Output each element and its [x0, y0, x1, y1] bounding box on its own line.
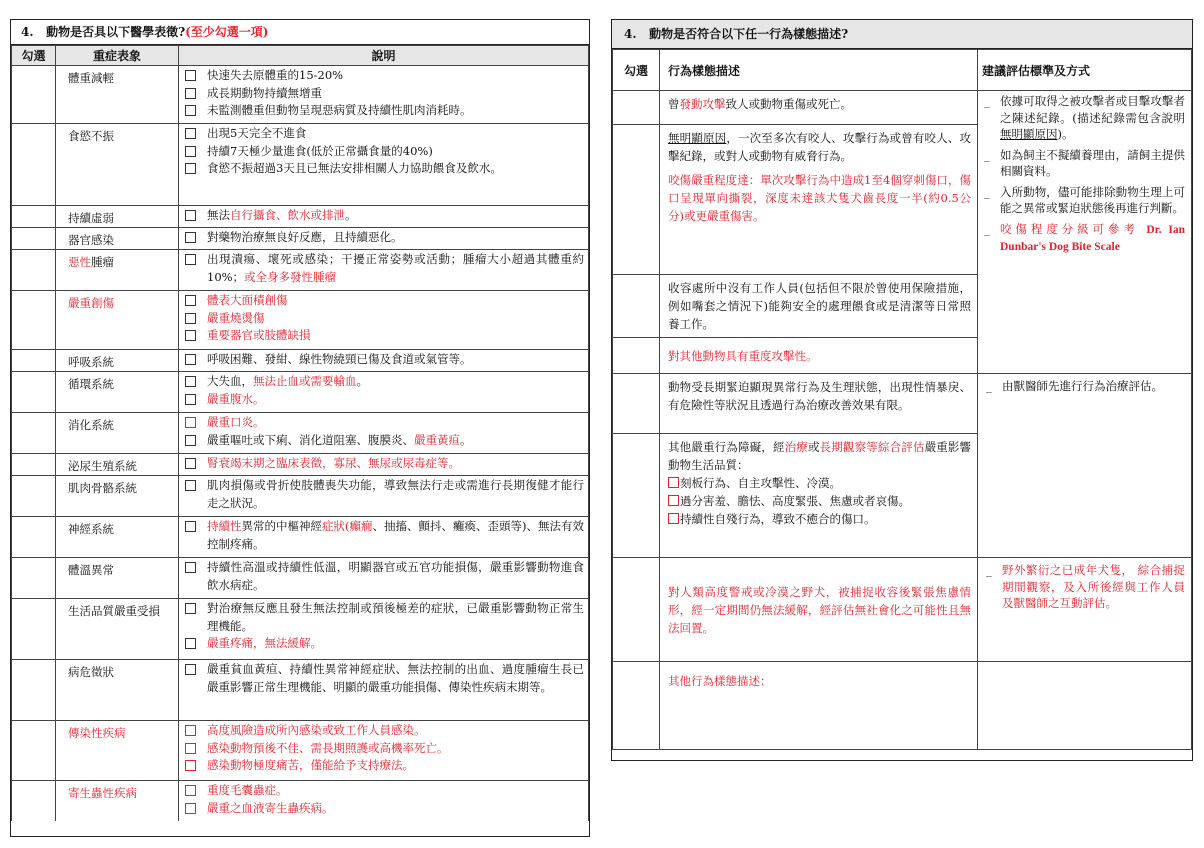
criteria-item: _ 野外繁衍之已成年犬隻， 綜合捕捉期間觀察，及入所後經與工作人員及獸醫師之互動評估。: [986, 563, 1185, 610]
table-row: [12, 413, 589, 454]
criteria-item: _ 咬傷程度分級可參考 Dr. Ian Dunbar's Dog Bite Scale: [984, 221, 1186, 253]
list-item: 重要器官或肢體缺損: [183, 327, 584, 345]
symptom-cell: 持續虛弱: [56, 206, 179, 228]
list-item: 嚴重疼痛，無法緩解。: [183, 635, 584, 653]
check-cell: [12, 476, 56, 517]
list-item: 出現5天完全不進食: [183, 125, 584, 143]
checkbox[interactable]: [185, 458, 196, 469]
description-cell: [179, 517, 589, 558]
checkbox[interactable]: [185, 725, 196, 736]
description-cell: [179, 413, 589, 454]
behavior-cell: 對人類高度警戒或冷漠之野犬，被捕捉收容後緊張焦慮情形，經一定期間仍無法緩解，經評估無社會化之可能性且無法回置。: [660, 558, 978, 662]
checkbox[interactable]: [185, 760, 196, 771]
check-cell: [12, 721, 56, 781]
behavior-grid: [612, 49, 1192, 750]
criteria-item: _ 由獸醫師先進行行為治療評估。: [986, 379, 1163, 393]
list-item: 肌肉損傷或骨折使肢體喪失功能，導致無法行走或需進行長期復健才能行走之狀況。: [183, 477, 584, 512]
check-cell: [12, 250, 56, 291]
check-cell: [12, 372, 56, 413]
description-cell: [179, 476, 589, 517]
symptom-cell: 泌尿生殖系統: [56, 454, 179, 476]
behavior-cell: 收容處所中沒有工作人員(包括但不限於曾使用保險措施，例如嘴套之情況下)能夠安全的處理餵食或是清潔等日常照養工作。: [660, 275, 978, 338]
checkbox[interactable]: [185, 88, 196, 99]
symptom-cell: 惡性腫瘤: [56, 250, 179, 291]
check-cell: [12, 454, 56, 476]
checkbox[interactable]: [185, 376, 196, 387]
table-row: [12, 721, 589, 781]
list-item: 持續7天極少量進食(低於正常攝食量的40%): [183, 143, 584, 161]
description-cell: [179, 454, 589, 476]
list-item: 重度毛囊蟲症。: [183, 782, 584, 800]
list-item: 嚴重嘔吐或下痢、消化道阻塞、腹膜炎、嚴重黃疸。: [183, 432, 584, 450]
criteria-item: _ 入所動物，儘可能排除動物生理上可能之異常或緊迫狀態後再進行判斷。: [984, 184, 1185, 215]
symptom-cell: 病危徵狀: [56, 660, 179, 721]
symptom-cell: 生活品質嚴重受損: [56, 599, 179, 660]
checkbox[interactable]: [185, 480, 196, 491]
symptom-cell: 體溫異常: [56, 558, 179, 599]
title-note: (至少勾選一項): [185, 25, 269, 39]
symptom-cell: 神經系統: [56, 517, 179, 558]
check-cell: [12, 558, 56, 599]
description-cell: [179, 781, 589, 821]
table-row: [12, 517, 589, 558]
list-item: 持續性異常的中樞神經症狀(癲癇、抽搐、顫抖、癱瘓、歪頭等)、無法有效控制疼痛。: [183, 518, 584, 553]
check-cell: [12, 517, 56, 558]
check-cell[interactable]: [613, 662, 660, 750]
behavior-cell: 動物受長期緊迫顯現異常行為及生理狀態，出現性情暴戾、有危險性等狀況且透過行為治療改善效果有限。: [660, 374, 978, 434]
checkbox[interactable]: [185, 803, 196, 814]
checkbox[interactable]: [185, 521, 196, 532]
table-row: [12, 206, 589, 228]
description-cell: [179, 291, 589, 350]
description-cell: [179, 599, 589, 660]
description-cell: [179, 250, 589, 291]
table-row: [12, 599, 589, 660]
symptom-cell: 寄生蟲性疾病: [56, 781, 179, 821]
table-row: [613, 558, 1192, 662]
header-check: 勾選: [613, 50, 660, 91]
checkbox[interactable]: [185, 354, 196, 365]
checkbox[interactable]: [185, 394, 196, 405]
description-cell: [179, 66, 589, 124]
checkbox[interactable]: [185, 435, 196, 446]
table-row: [12, 372, 589, 413]
behavior-cell: 其他嚴重行為障礙，經治療或長期觀察等綜合評估嚴重影響動物生活品質： 刻板行為、自主攻擊性、冷漠。 過分害羞、膽怯、高度緊張、焦慮或者哀傷。 持續性自殘行為，導致不癒合的傷口。: [660, 434, 978, 558]
header-symptom: 重症表象: [56, 46, 179, 66]
checkbox[interactable]: [185, 417, 196, 428]
criteria-cell: [978, 558, 1192, 662]
checkbox[interactable]: [668, 477, 679, 488]
symptom-cell: 呼吸系統: [56, 350, 179, 372]
list-item: 持續性自殘行為，導致不癒合的傷口。: [668, 510, 971, 528]
behavior-cell: 無明顯原因，一次至多次有咬人、攻擊行為或曾有咬人、攻擊紀錄，或對人或動物有威脅行為。 咬傷嚴重程度達：單次攻擊行為中造成1至4個穿刺傷口，傷口呈現單向撕裂，深度未達該犬隻犬齒長度一半(約0.5公分)或更嚴重傷害。: [660, 125, 978, 275]
checkbox[interactable]: [185, 313, 196, 324]
table-row: [12, 66, 589, 124]
criteria-item: _ 如為飼主不擬續養理由，請飼主提供相關資料。: [984, 147, 1185, 178]
description-cell: [179, 660, 589, 721]
check-cell[interactable]: [613, 558, 660, 662]
checkbox[interactable]: [185, 254, 196, 265]
check-cell[interactable]: [613, 91, 660, 125]
header-description: 說明: [179, 46, 589, 66]
list-item: 嚴重腹水。: [183, 391, 584, 409]
list-item: 成長期動物持續無增重: [183, 85, 584, 103]
list-item: 嚴重口炎。: [183, 414, 584, 432]
symptom-cell: 傳染性疾病: [56, 721, 179, 781]
check-cell[interactable]: [613, 338, 660, 374]
table-row: [12, 454, 589, 476]
table-row: [12, 228, 589, 250]
list-item: 嚴重燒燙傷: [183, 310, 584, 328]
table-row: [613, 91, 1192, 125]
checkbox[interactable]: [185, 562, 196, 573]
table-row: [12, 558, 589, 599]
list-item: 對藥物治療無良好反應，且持續惡化。: [183, 229, 584, 247]
list-item: 刻板行為、自主攻擊性、冷漠。: [668, 474, 971, 492]
check-cell: [12, 599, 56, 660]
symptom-cell: 循環系統: [56, 372, 179, 413]
title-number: 4.: [21, 25, 34, 39]
checkbox[interactable]: [185, 295, 196, 306]
table-row: [12, 124, 589, 206]
behavior-cell: 其他行為樣態描述：: [660, 662, 978, 750]
description-cell: [179, 372, 589, 413]
behavior-table: [611, 19, 1193, 761]
list-item: 出現潰瘍、壞死或感染；干擾正常姿勢或活動；腫瘤大小超過其體重約10%；或全身多發性腫瘤: [183, 251, 584, 286]
table-row: [12, 350, 589, 372]
check-cell: [12, 66, 56, 124]
symptom-cell: 器官感染: [56, 228, 179, 250]
criteria-cell: [978, 662, 1192, 750]
header-check: 勾選: [12, 46, 56, 66]
list-item: 體表大面積創傷: [183, 292, 584, 310]
list-item: 持續性高溫或持續性低溫，明顯器官或五官功能損傷，嚴重影響動物進食飲水病症。: [183, 559, 584, 594]
table-row: [12, 660, 589, 721]
checkbox[interactable]: [185, 785, 196, 796]
list-item: 高度風險造成所內感染或致工作人員感染。: [183, 722, 584, 740]
criteria-item: _ 依據可取得之被攻擊者或目擊攻擊者之陳述紀錄。(描述紀錄需包含說明無明顯原因)。: [984, 94, 1185, 141]
title-number: 4.: [624, 27, 637, 41]
description-cell: [179, 558, 589, 599]
checkbox[interactable]: [185, 603, 196, 614]
table-row: [12, 250, 589, 291]
check-cell: [12, 228, 56, 250]
check-cell: [12, 413, 56, 454]
table-row: [613, 374, 1192, 434]
header-criteria: 建議評估標準及方式: [978, 50, 1192, 91]
header-behavior: 行為樣態描述: [660, 50, 978, 91]
description-cell: [179, 350, 589, 372]
checkbox[interactable]: [185, 105, 196, 116]
list-item: 未監測體重但動物呈現惡病質及持續性肌肉消耗時。: [183, 102, 584, 120]
criteria-cell: [978, 374, 1192, 558]
checkbox[interactable]: [185, 163, 196, 174]
table-row: [613, 662, 1192, 750]
list-item: 嚴重之血液寄生蟲疾病。: [183, 800, 584, 818]
checkbox[interactable]: [185, 210, 196, 221]
checkbox[interactable]: [185, 743, 196, 754]
checkbox[interactable]: [185, 330, 196, 341]
list-item: 大失血，無法止血或需要輸血。: [183, 373, 584, 391]
behavior-cell: 曾發動攻擊致人或動物重傷或死亡。: [660, 91, 978, 125]
behavior-title: [612, 20, 1192, 49]
list-item: 感染動物極度痛苦，僅能給予支持療法。: [183, 757, 584, 775]
check-cell: [12, 206, 56, 228]
symptom-cell: 體重減輕: [56, 66, 179, 124]
checkbox[interactable]: [185, 664, 196, 675]
description-cell: [179, 228, 589, 250]
list-item: 感染動物預後不佳、需長期照護或高機率死亡。: [183, 740, 584, 758]
check-cell[interactable]: [613, 374, 660, 434]
symptom-cell: 肌肉骨骼系統: [56, 476, 179, 517]
check-cell: [12, 350, 56, 372]
checkbox[interactable]: [185, 146, 196, 157]
checkbox[interactable]: [185, 638, 196, 649]
medical-signs-title: [11, 20, 589, 45]
description-cell: [179, 206, 589, 228]
checkbox[interactable]: [668, 513, 679, 524]
title-text: 動物是否具以下醫學表徵?: [46, 25, 186, 39]
symptom-cell: 嚴重創傷: [56, 291, 179, 350]
list-item: 對治療無反應且發生無法控制或預後極差的症狀，已嚴重影響動物正常生理機能。: [183, 600, 584, 635]
list-item: 快速失去原體重的15-20%: [183, 67, 584, 85]
symptom-cell: 消化系統: [56, 413, 179, 454]
table-row: [12, 781, 589, 821]
checkbox[interactable]: [185, 232, 196, 243]
description-cell: [179, 124, 589, 206]
medical-signs-table: [10, 19, 590, 837]
description-cell: [179, 721, 589, 781]
behavior-cell: 對其他動物具有重度攻擊性。: [660, 338, 978, 374]
checkbox[interactable]: [668, 495, 679, 506]
check-cell[interactable]: [613, 275, 660, 338]
criteria-cell: [978, 91, 1192, 374]
check-cell: [12, 124, 56, 206]
check-cell: [12, 291, 56, 350]
check-cell[interactable]: [613, 434, 660, 558]
list-item: 嚴重貧血黃疸、持續性異常神經症狀、無法控制的出血、過度腫瘤生長已嚴重影響正常生理機能、明顯的嚴重功能損傷、傳染性疾病末期等。: [183, 661, 584, 696]
check-cell: [12, 781, 56, 821]
list-item: 腎衰竭末期之臨床表徵，寡尿、無尿或尿毒症等。: [183, 455, 584, 473]
table-row: [12, 476, 589, 517]
checkbox[interactable]: [185, 128, 196, 139]
checkbox[interactable]: [185, 70, 196, 81]
check-cell[interactable]: [613, 125, 660, 275]
table-row: [12, 291, 589, 350]
title-text: 動物是否符合以下任一行為樣態描述?: [649, 27, 849, 41]
list-item: 呼吸困難、發紺、線性物繞頸已傷及食道或氣管等。: [183, 351, 584, 369]
list-item: 過分害羞、膽怯、高度緊張、焦慮或者哀傷。: [668, 492, 971, 510]
symptom-cell: 食慾不振: [56, 124, 179, 206]
list-item: 無法自行攝食、飲水或排泄。: [183, 207, 584, 225]
list-item: 食慾不振超過3天且已無法安排相關人力協助餵食及飲水。: [183, 160, 584, 178]
check-cell: [12, 660, 56, 721]
medical-signs-grid: [11, 45, 589, 821]
